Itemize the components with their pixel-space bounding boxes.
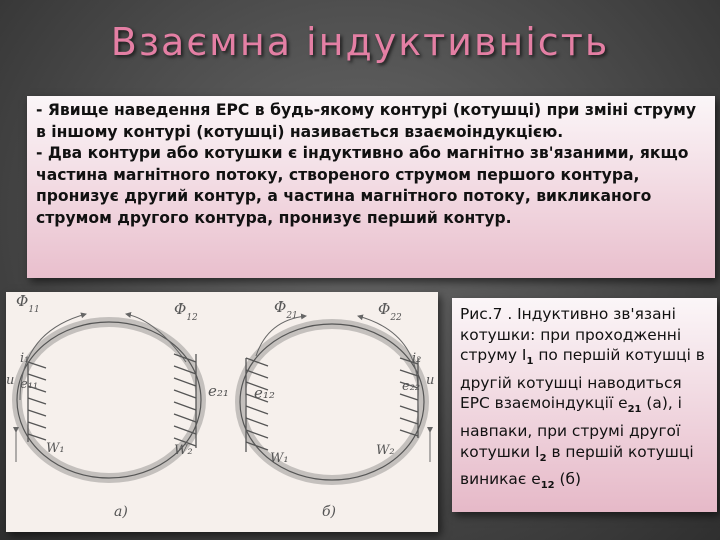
flux-label-12: $\Phi_{12}$: [174, 300, 198, 323]
coils-diagram: [6, 292, 438, 532]
caption-text-3: (а), і навпаки, при струмі другої котушки I: [460, 394, 682, 461]
caption-sub-2: 21: [627, 404, 642, 416]
emf-label-11: e₁₁: [20, 377, 39, 392]
emf-label-12: e₁₂: [254, 384, 275, 402]
coil-w1-a: [28, 362, 46, 442]
voltage-label-a: u: [6, 373, 15, 388]
winding-label-w1-b: W₁: [270, 451, 289, 466]
diagram-label-b: б): [322, 504, 337, 520]
diagram-label-a: а): [114, 504, 128, 520]
winding-label-w1-a: W₁: [46, 441, 65, 456]
caption-text-4: в першій котушці виникає e: [460, 442, 694, 489]
coupled-coils-figure: [6, 292, 438, 532]
caption-text-5: (б): [554, 470, 582, 489]
paragraph-coupled-coils: - Два контури або котушки є індуктивно або магнітно зв'язаними, якщо частина магнітного потоку, створеного струмом першого контура, пронизує другий контур, а частина магнітного потоку, викликаного струмом другого контура, пронизує перший контур.: [36, 144, 689, 227]
figure-caption: [452, 298, 717, 512]
caption-text-2: по першій котушці в другій котушці наводиться ЕРС взаємоіндукції e: [460, 346, 705, 413]
emf-label-21: e₂₁: [208, 382, 229, 400]
winding-label-w2-b: W₂: [376, 443, 395, 458]
diagram-b: [240, 298, 434, 520]
caption-sub-4: 12: [540, 480, 555, 492]
flux-label-11: $\Phi_{11}$: [16, 292, 40, 315]
caption-sub-1: 1: [526, 356, 534, 368]
caption-sub-3: 2: [539, 452, 547, 464]
winding-label-w2-a: W₂: [174, 443, 193, 458]
diagram-a: [6, 292, 229, 520]
flux-label-22: $\Phi_{22}$: [378, 300, 402, 323]
flux-label-21: $\Phi_{21}$: [274, 298, 298, 321]
definition-text-box: [27, 96, 715, 278]
current-label-b: i₂: [412, 351, 422, 366]
paragraph-mutual-induction: - Явище наведення ЕРС в будь-якому контурі (котушці) при зміні струму в іншому контурі (котушці) називається взаємоіндукцією.: [36, 101, 697, 141]
caption-text-1: Рис.7 . Індуктивно зв'язані котушки: при проходженні струму I: [460, 305, 682, 365]
emf-label-22: e₂₂: [402, 379, 421, 394]
current-label-a: i₁: [20, 351, 30, 366]
slide-title: Взаємна індуктивність: [110, 20, 610, 64]
voltage-label-b: u: [426, 373, 435, 388]
